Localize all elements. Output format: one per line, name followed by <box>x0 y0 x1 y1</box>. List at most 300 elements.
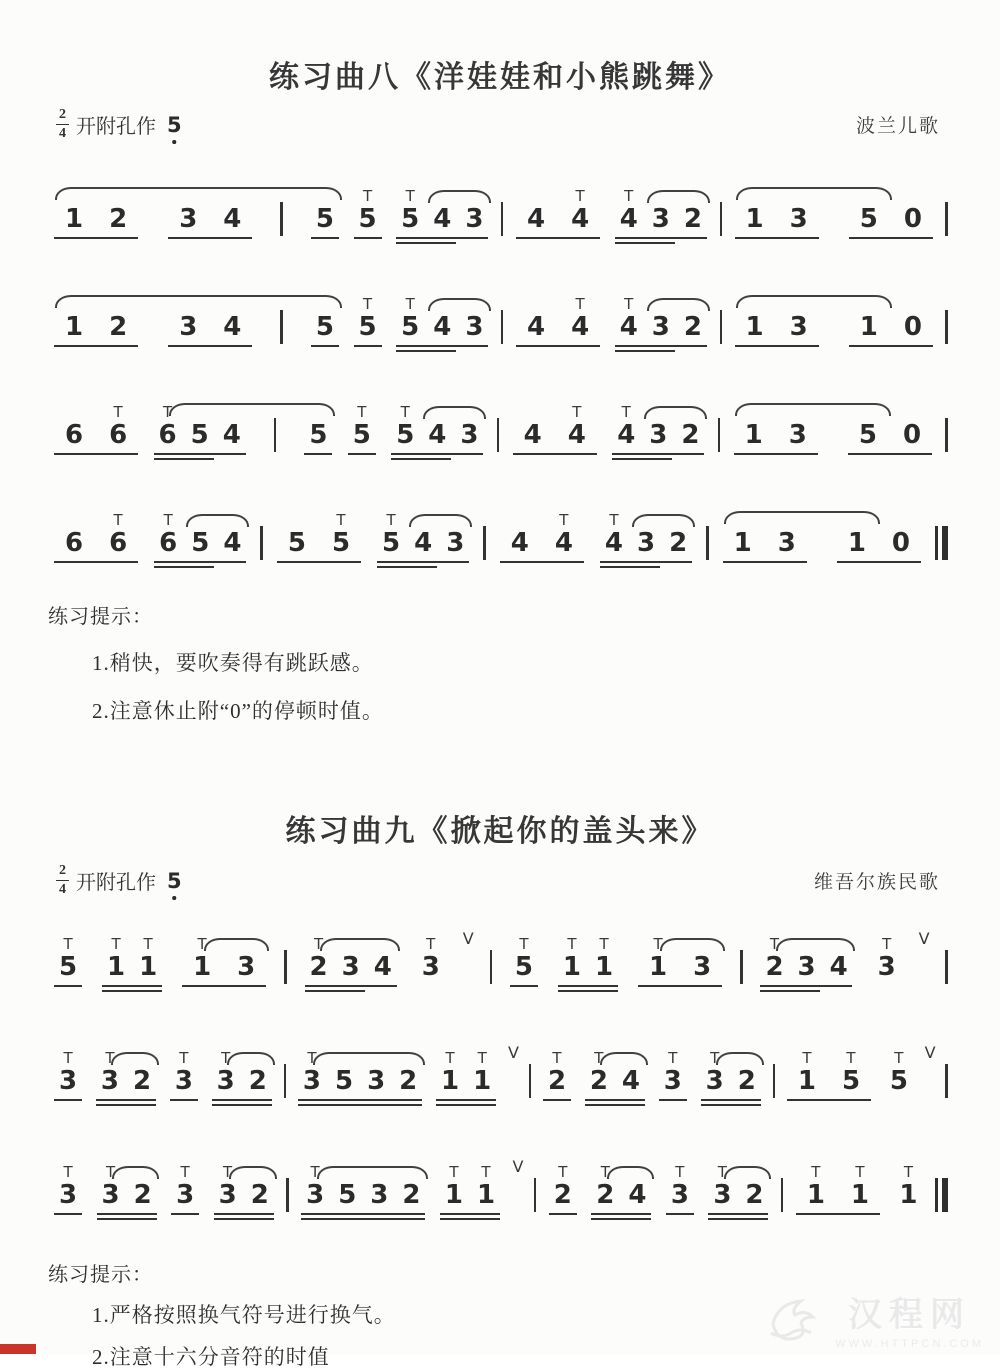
note-group <box>794 1152 882 1226</box>
note: 4 <box>223 312 242 342</box>
note-group <box>389 392 485 466</box>
beam-line <box>154 561 246 563</box>
note: 1 <box>733 528 752 558</box>
breath-mark: V <box>462 929 474 948</box>
note: 5 T <box>829 1066 873 1096</box>
beam-line <box>615 242 675 244</box>
slur <box>776 938 855 951</box>
note-group <box>394 176 490 250</box>
beam-line <box>735 237 819 239</box>
beam-line <box>500 561 584 563</box>
note-group <box>610 392 706 466</box>
note-group <box>514 284 602 358</box>
note: 4 T <box>610 420 642 450</box>
barline <box>945 950 948 984</box>
beam-line <box>848 453 932 455</box>
note-group <box>657 1038 689 1112</box>
note: 3 <box>460 420 479 450</box>
note: 1 <box>859 312 878 342</box>
final-barline <box>935 526 948 560</box>
note: 3 <box>651 204 670 234</box>
slur <box>313 1052 424 1065</box>
slur <box>724 1166 771 1179</box>
watermark-site-name: 汉程网 <box>848 1296 972 1334</box>
beam-line <box>214 1213 274 1215</box>
note: 5 T <box>52 952 84 982</box>
note: 3 T <box>94 1066 126 1096</box>
note: 3 <box>789 204 808 234</box>
time-signature-numerator: 2 <box>56 108 69 125</box>
barline <box>284 1064 287 1098</box>
phrase-slur <box>724 511 880 524</box>
note-group <box>892 1152 924 1226</box>
beam-line <box>377 566 437 568</box>
beam-line <box>298 1099 422 1101</box>
barline <box>284 950 287 984</box>
note-group <box>52 1038 84 1112</box>
note-group <box>706 1152 770 1226</box>
note: 4 <box>223 204 242 234</box>
beam-line <box>396 237 488 239</box>
note: 5 T <box>389 420 421 450</box>
note: 5 <box>315 312 334 342</box>
tongue-mark: T <box>197 935 207 953</box>
barline <box>501 202 504 236</box>
note-group <box>541 1038 573 1112</box>
tongue-mark: T <box>405 187 415 205</box>
beam-line <box>849 237 933 239</box>
note: 4 <box>433 204 452 234</box>
note: 5 T <box>883 1066 915 1096</box>
beam-line <box>391 453 483 455</box>
song-source: 维吾尔族民歌 <box>813 872 940 893</box>
song-source: 波兰儿歌 <box>855 116 940 137</box>
note: 2 <box>737 1066 756 1096</box>
beam-line <box>734 453 818 455</box>
note: 4 <box>628 1180 647 1210</box>
note: 3 <box>370 1180 389 1210</box>
note-group <box>583 1038 647 1112</box>
note: 2 <box>402 1180 421 1210</box>
note: 1 T <box>556 952 588 982</box>
note: 1 T <box>470 1180 502 1210</box>
note: 3 T <box>212 1180 244 1210</box>
note: 6 T <box>96 528 140 558</box>
fingering-instruction: 开附孔作 <box>76 116 156 138</box>
note-group <box>664 1152 696 1226</box>
beam-line <box>735 345 819 347</box>
note: 3 <box>651 312 670 342</box>
barline <box>280 202 283 236</box>
breath-mark: V <box>512 1157 524 1176</box>
note: 1 <box>744 420 763 450</box>
time-signature <box>56 864 69 897</box>
barline <box>260 526 263 560</box>
tongue-mark: T <box>894 1049 904 1067</box>
slur-phrase <box>152 392 335 466</box>
beam-line <box>585 1099 645 1101</box>
key-note-digit: 5 <box>167 868 182 893</box>
beam-line <box>354 237 382 239</box>
note: 2 T <box>541 1066 573 1096</box>
beam-line <box>591 1213 651 1215</box>
note: 2 <box>745 1180 764 1210</box>
beam-line <box>591 1218 651 1220</box>
beam-line <box>97 1218 157 1220</box>
barline <box>945 418 948 452</box>
beam-line <box>659 1099 687 1101</box>
exercise-9-meta <box>56 864 940 897</box>
slur <box>600 1052 647 1065</box>
note: 3 <box>797 952 816 982</box>
note-group <box>394 284 490 358</box>
beam-line <box>311 237 339 239</box>
beam-line <box>348 453 376 455</box>
tongue-mark: T <box>63 935 73 953</box>
note: 3 T <box>52 1180 84 1210</box>
note: 5 <box>190 420 209 450</box>
beam-line <box>54 237 138 239</box>
beam-line <box>301 1213 425 1215</box>
slur <box>632 514 695 527</box>
watermark-text <box>835 1287 984 1350</box>
note: 4 <box>433 312 452 342</box>
tongue-mark: T <box>400 403 410 421</box>
note: 6 T <box>96 420 140 450</box>
key-note-digit: 5 <box>167 112 182 137</box>
note: 4 <box>373 952 392 982</box>
slur <box>409 514 472 527</box>
note: 3 <box>693 952 712 982</box>
barline <box>773 1064 776 1098</box>
note-group <box>883 1038 915 1112</box>
note: 1 T <box>588 952 620 982</box>
tongue-mark: T <box>111 935 121 953</box>
note-group <box>511 392 599 466</box>
beam-line <box>154 458 214 460</box>
slur <box>229 1166 276 1179</box>
note: 4 <box>621 1066 641 1096</box>
slur-phrase <box>52 284 341 358</box>
barline <box>534 1178 537 1212</box>
beam-line <box>311 345 339 347</box>
slur <box>607 1166 654 1179</box>
note-group <box>589 1152 653 1226</box>
note-group <box>299 1152 427 1226</box>
tongue-mark: T <box>624 295 634 313</box>
beam-line <box>354 345 382 347</box>
tongue-mark: T <box>307 1049 317 1067</box>
note: 3 <box>341 952 360 982</box>
barline <box>497 418 500 452</box>
beam-line <box>168 345 252 347</box>
slur-phrase <box>732 392 934 466</box>
note: 3 <box>637 528 656 558</box>
note-group <box>514 176 602 250</box>
barline <box>280 310 283 344</box>
low-octave-dot <box>173 896 177 900</box>
tongue-mark: T <box>113 511 123 529</box>
beam-line <box>54 453 138 455</box>
tongue-mark: T <box>594 1049 604 1067</box>
beam-line <box>558 985 618 987</box>
music-line <box>52 1038 948 1110</box>
note: 5 T <box>319 528 363 558</box>
note: 4 <box>414 528 433 558</box>
note: 2 T <box>589 1180 621 1210</box>
slur-phrase <box>733 284 935 358</box>
beam-line <box>708 1218 768 1220</box>
tongue-mark: T <box>558 1163 568 1181</box>
note-group <box>352 284 384 358</box>
beam-line <box>516 345 600 347</box>
note: 1 T <box>180 952 224 982</box>
tongue-mark: T <box>855 1163 865 1181</box>
note: 2 <box>109 204 128 234</box>
note: 1 T <box>636 952 680 982</box>
note: 2 <box>250 1180 269 1210</box>
note: 2 <box>248 1066 267 1096</box>
note: 6 T <box>152 420 184 450</box>
note: 3 T <box>169 1180 201 1210</box>
slur-phrase <box>733 176 935 250</box>
beam-line <box>543 1099 571 1101</box>
tongue-mark: T <box>572 403 582 421</box>
beam-line <box>436 1099 496 1101</box>
note: 1 T <box>892 1180 924 1210</box>
note: 6 T <box>152 528 184 558</box>
beam-line <box>615 237 707 239</box>
tongue-mark: T <box>162 403 173 421</box>
note: 5 T <box>375 528 407 558</box>
barline <box>274 418 277 452</box>
tongue-mark: T <box>519 935 529 953</box>
music-line <box>52 392 948 464</box>
beam-line <box>837 561 921 563</box>
barline <box>501 310 504 344</box>
note: 2 <box>109 312 128 342</box>
note: 5 T <box>352 204 384 234</box>
tongue-mark: T <box>567 935 577 953</box>
note: 1 T <box>794 1180 838 1210</box>
note: 3 T <box>210 1066 242 1096</box>
slur-phrase <box>721 500 923 574</box>
time-signature <box>56 108 69 141</box>
note: 5 <box>858 420 877 450</box>
beam-line <box>97 1213 157 1215</box>
tongue-mark: T <box>802 1049 812 1067</box>
key-note <box>167 113 182 137</box>
tongue-mark: T <box>717 1163 727 1181</box>
note: 3 <box>179 312 198 342</box>
note: 4 <box>829 952 848 982</box>
note: 3 T <box>706 1180 738 1210</box>
note: 4 T <box>613 312 645 342</box>
beam-line <box>54 1099 82 1101</box>
note-group <box>303 924 399 998</box>
beam-line <box>377 561 469 563</box>
barline <box>286 1178 289 1212</box>
note: 2 <box>681 420 700 450</box>
tongue-mark: T <box>903 1163 914 1181</box>
rest-note: 0 <box>891 528 910 558</box>
note-group <box>352 176 384 250</box>
tongue-mark: T <box>675 1163 685 1181</box>
tips-label: 练习提示： <box>48 1264 153 1286</box>
beam-line <box>54 985 82 987</box>
note-group <box>296 1038 424 1112</box>
music-line <box>52 500 948 572</box>
beam-line <box>305 990 365 992</box>
barline <box>740 950 743 984</box>
tongue-mark: T <box>426 935 436 953</box>
note-group <box>210 1038 274 1112</box>
note: 1 T <box>838 1180 882 1210</box>
note: 1 <box>65 312 84 342</box>
slur <box>716 1052 763 1065</box>
beam-line <box>298 1104 422 1106</box>
beam-line <box>54 1213 82 1215</box>
note: 5 <box>315 204 334 234</box>
note-group <box>598 500 694 574</box>
note: 4 <box>523 420 542 450</box>
slur <box>428 190 491 203</box>
note: 4 T <box>555 420 599 450</box>
note: 3 T <box>871 952 903 982</box>
note-group <box>415 924 447 998</box>
tongue-mark: T <box>609 511 619 529</box>
note: 2 <box>683 312 702 342</box>
note-group <box>100 924 164 998</box>
slur <box>647 298 710 311</box>
note-group <box>152 500 248 574</box>
note: 2 <box>669 528 688 558</box>
beam-line <box>170 1099 198 1101</box>
note: 4 <box>428 420 447 450</box>
beam-line <box>615 345 707 347</box>
note: 3 T <box>299 1180 331 1210</box>
beam-line <box>214 1218 274 1220</box>
slur <box>112 1166 159 1179</box>
tongue-mark: T <box>221 1049 231 1067</box>
note-group <box>434 1038 498 1112</box>
note-group <box>613 176 709 250</box>
note: 2 <box>132 1066 152 1096</box>
beam-line <box>701 1099 761 1101</box>
phrase-slur <box>55 187 342 200</box>
hanchengwang-logo-icon <box>761 1293 827 1345</box>
note: 1 T <box>785 1066 829 1096</box>
note: 3 <box>789 312 808 342</box>
note: 4 <box>526 204 546 234</box>
beam-line <box>396 345 488 347</box>
fingering-instruction: 开附孔作 <box>76 872 156 894</box>
note: 4 T <box>598 528 630 558</box>
note: 1 T <box>434 1066 466 1096</box>
barline <box>720 202 723 236</box>
note-group <box>375 500 471 574</box>
page-corner-red-mark <box>0 1344 36 1354</box>
tongue-mark: T <box>63 1049 73 1067</box>
note: 5 T <box>346 420 378 450</box>
beam-line <box>277 561 361 563</box>
breath-mark: V <box>924 1043 936 1062</box>
note: 6 <box>65 420 84 450</box>
rest-note: 0 <box>903 204 922 234</box>
tip-item: 2.注意十六分音符的时值 <box>92 1345 330 1369</box>
tongue-mark: T <box>336 511 346 529</box>
exercise-9-score <box>52 924 948 1266</box>
note: 3 <box>788 420 807 450</box>
barline <box>945 1064 948 1098</box>
note-group <box>508 924 540 998</box>
note-group <box>52 392 140 466</box>
note-group <box>95 1152 159 1226</box>
barline <box>718 418 721 452</box>
note-group <box>556 924 620 998</box>
tip-item: 2.注意休止附“0”的停顿时值。 <box>92 699 384 723</box>
beam-line <box>396 242 456 244</box>
tongue-mark: T <box>621 403 631 421</box>
music-line <box>52 924 948 996</box>
note-group <box>498 500 586 574</box>
slur <box>428 298 491 311</box>
note-group <box>636 924 724 998</box>
breath-mark: V <box>918 929 930 948</box>
note: 2 <box>399 1066 418 1096</box>
beam-line <box>513 453 597 455</box>
beam-line <box>54 345 138 347</box>
tips-label: 练习提示： <box>48 606 153 628</box>
note: 1 <box>65 204 84 234</box>
barline <box>945 202 948 236</box>
beam-line <box>171 1213 199 1215</box>
note: 3 T <box>699 1066 731 1096</box>
note-group <box>547 1152 579 1226</box>
barline <box>781 1178 784 1212</box>
beam-line <box>301 1218 425 1220</box>
beam-line <box>600 566 660 568</box>
tongue-mark: T <box>599 935 609 953</box>
time-signature-denominator: 4 <box>59 126 66 141</box>
tongue-mark: T <box>445 1049 455 1067</box>
exercise-8-tips <box>48 600 384 725</box>
note: 3 T <box>664 1180 696 1210</box>
note: 5 T <box>394 204 426 234</box>
beam-line <box>391 458 451 460</box>
slur <box>186 514 249 527</box>
note: 5 <box>287 528 306 558</box>
tongue-mark: T <box>362 187 373 205</box>
beam-line <box>54 561 138 563</box>
slur <box>320 938 399 951</box>
beam-line <box>615 350 675 352</box>
phrase-slur <box>735 403 891 416</box>
tongue-mark: T <box>163 511 173 529</box>
note: 4 <box>510 528 529 558</box>
barline <box>490 950 493 984</box>
note: 3 T <box>95 1180 127 1210</box>
exercise-8-meta <box>56 108 940 141</box>
note: 3 T <box>415 952 447 982</box>
note-group <box>275 500 363 574</box>
tip-item: 1.稍快，要吹奏得有跳跃感。 <box>92 651 374 675</box>
slur <box>227 1052 274 1065</box>
note: 1 <box>745 204 764 234</box>
watermark <box>761 1287 984 1350</box>
tongue-mark: T <box>846 1049 856 1067</box>
beam-line <box>549 1213 577 1215</box>
